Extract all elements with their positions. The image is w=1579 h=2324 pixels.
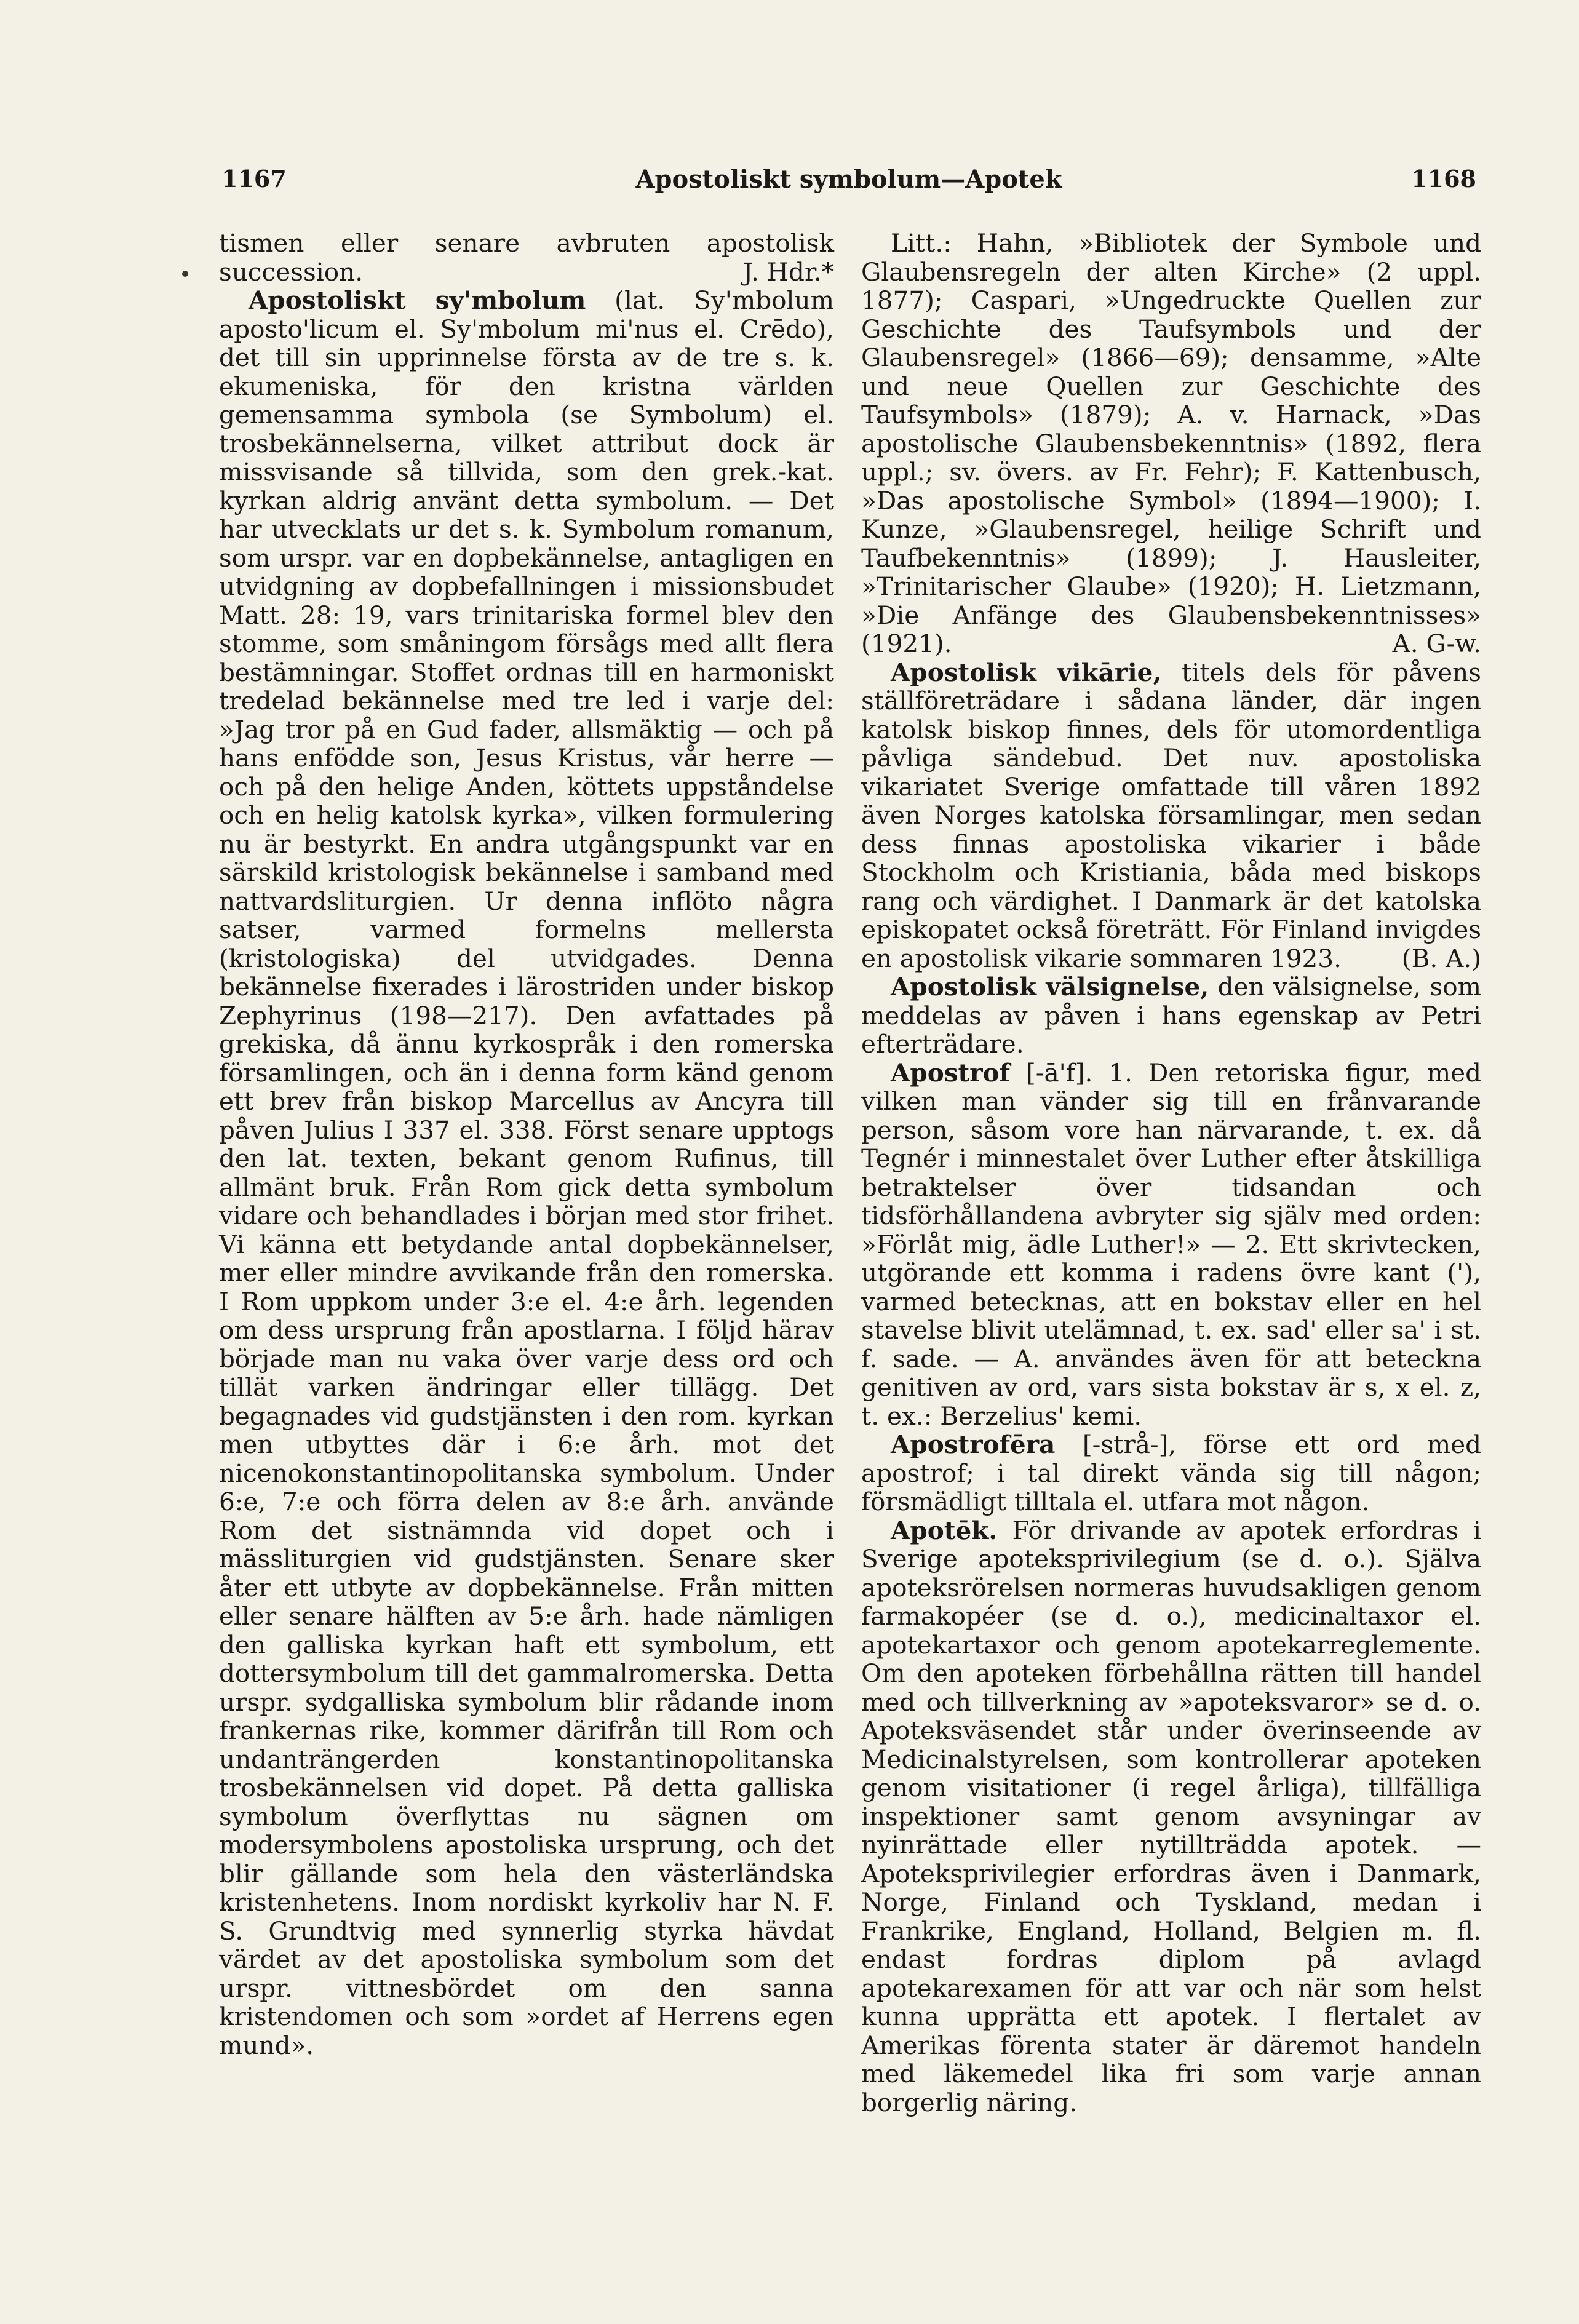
headword: Apotēk. [891,1515,998,1545]
entry-text: [-ā'f]. 1. Den retoriska figur, med vilken man vänder sig till en frånvarande person, såsom vore han närvarande, t. ex. då Tegnér i minnestalet över Luther efter åtskilliga betraktelser över tidsandan och tidsförhållandena avbryter sig själv med orden: »Förlåt mig, ädle Luther!» — 2. Ett skrivtecken, utgörande ett komma i radens övre kant ('), varmed betecknas, att en bokstav eller en hel stavelse blivit utelämnad, t. ex. sad' eller sa' i st. f. sade. — A. användes även för att beteckna genitiven av ord, vars sista bokstav är s, x el. z, t. ex.: Berzelius' kemi. [861,1057,1481,1431]
entry-text: För drivande av apotek erfordras i Sverige apoteksprivilegium (se d. o.). Själva apoteksrörelsen normeras huvudsakligen genom farmakopéer (se d. o.), medicinaltaxor el. apotekartaxor och genom apotekarreglemente. Om den apoteken förbehållna rätten till handel med och tillverkning av »apoteksvaror» se d. o. Apoteksväsendet står under överinseende av Medicinalstyrelsen, som kontrollerar apoteken genom visitationer (i regel årliga), tillfälliga inspektioner samt genom avsyningar av nyinrättade eller nytillträdda apotek. — Apoteksprivilegier erfordras även i Danmark, Norge, Finland och Tyskland, medan i Frankrike, England, Holland, Belgien m. fl. endast fordras diplom på avlagd apotekarexamen för att var och när som helst kunna upprätta ett apotek. I flertalet av Amerikas förenta stater är däremot handeln med läkemedel lika fri som varje annan borgerlig näring. [861,1515,1482,2117]
headword: Apostrof [891,1057,1011,1088]
running-head: Apostoliskt symbolum—Apotek [635,165,1062,194]
literature-text: Litt.: Hahn, »Bibliotek der Symbole und Glaubensregeln der alten Kirche» (2 uppl. 1877); Caspari, »Ungedruckte Quellen zur Geschichte des Taufsymbols und der Glaubensregel» (1866—69); densamme, »Alte und neue Quellen zur Geschichte des Taufsymbols» (1879); A. v. Harnack, »Das apostolische Glaubensbekenntnis» (1892, flera uppl.; sv. övers. av Fr. Fehr); F. Kattenbusch, »Das apostolische Symbol» (1894—1900); I. Kunze, »Glaubensregel, heilige Schrift und Taufbekenntnis» (1899); J. Hausleiter, »Trinitarischer Glaube» (1920); H. Lietzmann, »Die Anfänge des Glaubensbekenntnisses» (1921). [861,228,1481,658]
entry-text: [-strå-], förse ett ord med apostrof; i tal direkt vända sig till någon; försmädligt tilltala el. utfara mot någon. [861,1430,1482,1516]
headword: Apostolisk välsignelse, [891,972,1209,1001]
headword: Apostolisk vikārie, [891,657,1162,687]
entry-apotek [861,1516,1481,2117]
margin-mark [182,271,188,277]
page-number-left: 1167 [221,165,287,193]
entry-text: titels dels för påvens ställföreträdare i sådana länder, där ingen katolsk biskop finnes, dels för utomordentliga påvliga sändebud. Det nuv. apostoliska vikariatet Sverige omfattade till våren 1892 även Norges katolska församlingar, men sedan dess finnas apostoliska vikarier i både Stockholm och Kristiania, båda med biskops rang och värdighet. I Danmark är det katolska episkopatet också företrätt. För Finland invigdes en apostolisk vikarie sommaren 1923. [861,657,1481,973]
entry-apostoliskt-symbolum [219,286,834,2059]
entry-text: den välsignelse, som meddelas av påven i hans egenskap av Petri efterträdare. [861,972,1481,1059]
entry-apostolisk-valsignelse [861,973,1481,1059]
signature: (B. A.) [1401,943,1481,973]
continuation-text: tismen eller senare avbruten apostolisk succession. [219,228,834,287]
signature: A. G-w. [1392,629,1481,658]
page-header [221,165,1476,202]
continuation-paragraph [219,229,834,286]
entry-apostrof [861,1059,1481,1431]
entry-apostrofera [861,1430,1481,1516]
literature-paragraph [861,229,1481,658]
entry-text: (lat. Sy'mbolum aposto'licum el. Sy'mbolum mi'nus el. Crēdo), det till sin upprinnelse första av de tre s. k. ekumeniska, för den kristna världen gemensamma symbola (se Symbolum) el. trosbekännelserna, vilket attribut dock är missvisande så tillvida, som den grek.-kat. kyrkan aldrig använt detta symbolum. — Det har utvecklats ur det s. k. Symbolum romanum, som urspr. var en dopbekännelse, antagligen en utvidgning av dopbefallningen i missionsbudet Matt. 28: 19, vars trinitariska formel blev den stomme, som småningom försågs med allt flera bestämningar. Stoffet ordnas till en harmoniskt tredelad bekännelse med tre led i varje del: »Jag tror på en Gud fader, allsmäktig — och på hans enfödde son, Jesus Kristus, vår herre — och på den helige Anden, köttets uppståndelse och en helig katolsk kyrka», vilken formulering nu är bestyrkt. En andra utgångspunkt var en särskild kristologisk bekännelse i samband med nattvardsliturgien. Ur denna inflöto några satser, varmed formelns mellersta (kristologiska) del utvidgades. Denna bekännelse fixerades i lärostriden under biskop Zephyrinus (198—217). Den avfattades på grekiska, då ännu kyrkospråk i den romerska församlingen, och än i denna form känd genom ett brev från biskop Marcellus av Ancyra till påven Julius I 337 el. 338. Först senare upptogs den lat. texten, bekant genom Rufinus, till allmänt bruk. Från Rom gick detta symbolum vidare och behandlades i början med stor frihet. Vi känna ett betydande antal dopbekännelser, mer eller mindre avvikande från den romerska. I Rom uppkom under 3:e el. 4:e årh. legenden om dess ursprung från apostlarna. I följd härav började man nu vaka över varje dess ord och tillät varken ändringar eller tillägg. Det begagnades vid gudstjänsten i den rom. kyrkan men utbyttes där i 6:e årh. mot det nicenokonstantinopolitanska symbolum. Under 6:e, 7:e och förra delen av 8:e årh. använde Rom det sistnämnda vid dopet och i mässliturgien vid gudstjänsten. Senare sker åter ett utbyte av dopbekännelse. Från mitten eller senare hälften av 5:e årh. hade nämligen den galliska kyrkan haft ett symbolum, ett dottersymbolum till det gammalromerska. Detta urspr. sydgalliska symbolum blir rådande inom frankernas rike, kommer därifrån till Rom och undanträngerden konstantinopolitanska trosbekännelsen vid dopet. På detta galliska symbolum överflyttas nu sägnen om modersymbolens apostoliska ursprung, och det blir gällande som hela den västerländska kristenhetens. Inom nordiskt kyrkoliv har N. F. S. Grundtvig med synnerlig styrka hävdat värdet av det apostoliska symbolum som det urspr. vittnesbördet om den sanna kristendomen och som »ordet af Herrens egen mund». [219,285,834,2060]
right-column [861,229,1481,2117]
signature: J. Hdr.* [742,257,834,287]
page-number-right: 1168 [1411,165,1476,193]
entry-apostolisk-vikarie [861,658,1481,973]
headword: Apostoliskt sy'mbolum [249,285,586,315]
headword: Apostrofēra [891,1430,1056,1459]
left-column [219,229,834,2059]
